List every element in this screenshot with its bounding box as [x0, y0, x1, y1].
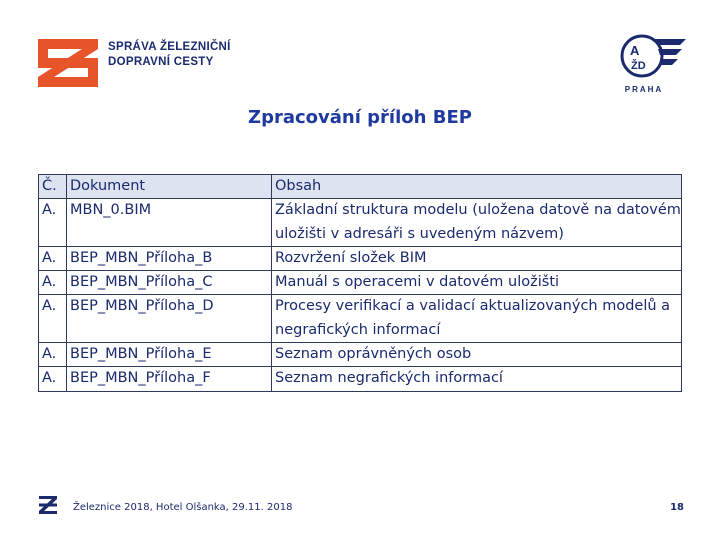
- org-name-line1: SPRÁVA ŽELEZNIČNÍ: [108, 41, 231, 53]
- row-content: Manuál s operacemi v datovém uložišti: [272, 271, 682, 295]
- row-number: A.: [39, 246, 67, 270]
- row-number: A.: [39, 367, 67, 391]
- row-content: Seznam negrafických informací: [272, 367, 682, 391]
- row-content: Rozvržení složek BIM: [272, 246, 682, 270]
- table-row: [39, 246, 682, 270]
- row-number: A.: [39, 343, 67, 367]
- org-name-line2: DOPRAVNÍ CESTY: [108, 56, 214, 68]
- page-number: 18: [670, 502, 684, 513]
- row-content: Seznam oprávněných osob: [272, 343, 682, 367]
- table-row: [39, 199, 682, 247]
- org-name: [108, 40, 231, 70]
- row-document: BEP_MBN_Příloha_C: [67, 271, 272, 295]
- row-number: A.: [39, 199, 67, 247]
- szdc-small-logo-icon: [38, 495, 58, 515]
- table-row: [39, 343, 682, 367]
- row-number: A.: [39, 271, 67, 295]
- row-document: BEP_MBN_Příloha_D: [67, 295, 272, 343]
- szdc-logo-icon: [38, 39, 98, 87]
- table-row: [39, 271, 682, 295]
- row-content: Základní struktura modelu (uložena datově na datovém uložišti v adresáři s uvedeným názvem): [272, 199, 682, 247]
- header-document: Dokument: [67, 175, 272, 199]
- svg-text:ŽD: ŽD: [631, 60, 646, 72]
- row-document: BEP_MBN_Příloha_E: [67, 343, 272, 367]
- table-header-row: [39, 175, 682, 199]
- header-content: Obsah: [272, 175, 682, 199]
- azd-caption: PRAHA: [624, 85, 664, 94]
- row-document: BEP_MBN_Příloha_B: [67, 246, 272, 270]
- page-title: Zpracování příloh BEP: [248, 107, 472, 128]
- header-number: Č.: [39, 175, 67, 199]
- row-document: BEP_MBN_Příloha_F: [67, 367, 272, 391]
- svg-text:A: A: [630, 43, 640, 58]
- table-row: [39, 295, 682, 343]
- attachments-table: [38, 174, 682, 392]
- footer-text: Železnice 2018, Hotel Olšanka, 29.11. 2018: [73, 502, 293, 513]
- row-document: MBN_0.BIM: [67, 199, 272, 247]
- row-number: A.: [39, 295, 67, 343]
- row-content: Procesy verifikací a validací aktualizovaných modelů a negrafických informací: [272, 295, 682, 343]
- table-row: [39, 367, 682, 391]
